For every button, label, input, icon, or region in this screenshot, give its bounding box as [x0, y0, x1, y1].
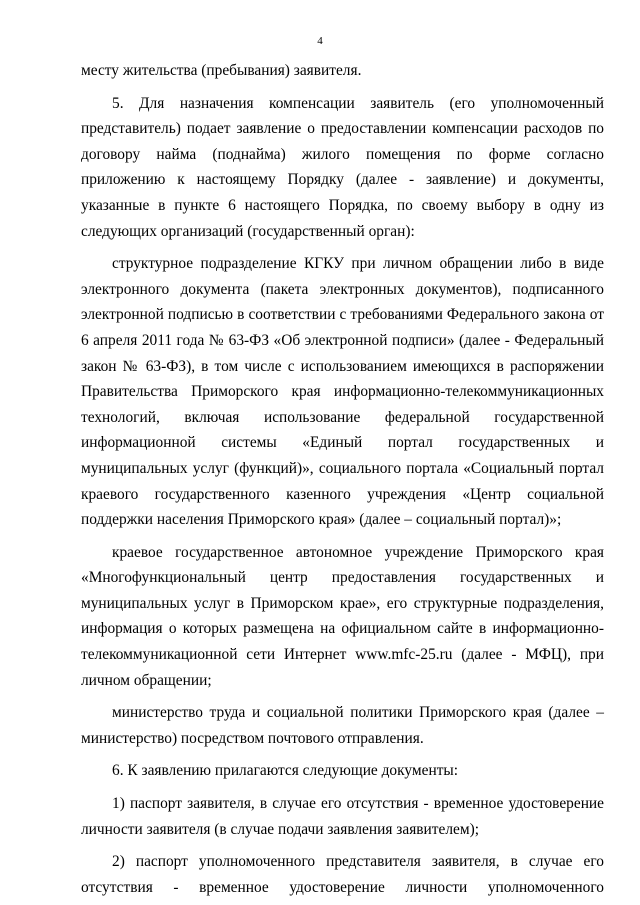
document-body: [81, 58, 604, 900]
paragraph-item-5: 5. Для назначения компенсации заявитель (его уполномоченный представитель) подает заявление о предоставлении компенсации расходов по договору найма (поднайма) жилого помещения по форме согласно приложению к настоящему Порядку (далее - заявление) и документы, указанные в пункте 6 настоящего Порядка, по своему выбору в одну из следующих организаций (государственный орган):: [81, 94, 604, 240]
paragraph-ministry-option: министерство труда и социальной политики Приморского края (далее – министерство) посредством почтового отправления.: [81, 704, 604, 747]
paragraph-document-2: 2) паспорт уполномоченного представителя заявителя, в случае его отсутствия - временное удостоверение личности уполномоченного: [81, 853, 604, 896]
paragraph-kgku-option: структурное подразделение КГКУ при личном обращении либо в виде электронного документа (пакета электронных документов), подписанного электронной подписью в соответствии с требованиями Федерального закона от 6 апреля 2011 года № 63-ФЗ «Об электронной подписи» (далее - Федеральный закон № 63-ФЗ), в том числе с использованием имеющихся в распоряжении Правительства Приморского края информационно-телекоммуникационных технологий, включая использование федеральной государственной информационной системы «Единый портал государственных и муниципальных услуг (функций)», социального портала «Социальный портал краевого государственного казенного учреждения «Центр социальной поддержки населения Приморского края» (далее – социальный портал)»;: [81, 255, 604, 529]
paragraph-mfc-option: краевое государственное автономное учреждение Приморского края «Многофункциональный центр предоставления государственных и муниципальных услуг в Приморском крае», его структурные подразделения, информация о которых размещена на официальном сайте в информационно-телекоммуникационной сети Интернет www.mfc-25.ru (далее - МФЦ), при личном обращении;: [81, 543, 604, 689]
paragraph-continuation: месту жительства (пребывания) заявителя.: [81, 62, 362, 79]
page-number: 4: [317, 35, 323, 47]
paragraph-item-6: 6. К заявлению прилагаются следующие документы:: [112, 762, 459, 780]
paragraph-document-1: 1) паспорт заявителя, в случае его отсутствия - временное удостоверение личности заявителя (в случае подачи заявления заявителем);: [81, 795, 604, 838]
